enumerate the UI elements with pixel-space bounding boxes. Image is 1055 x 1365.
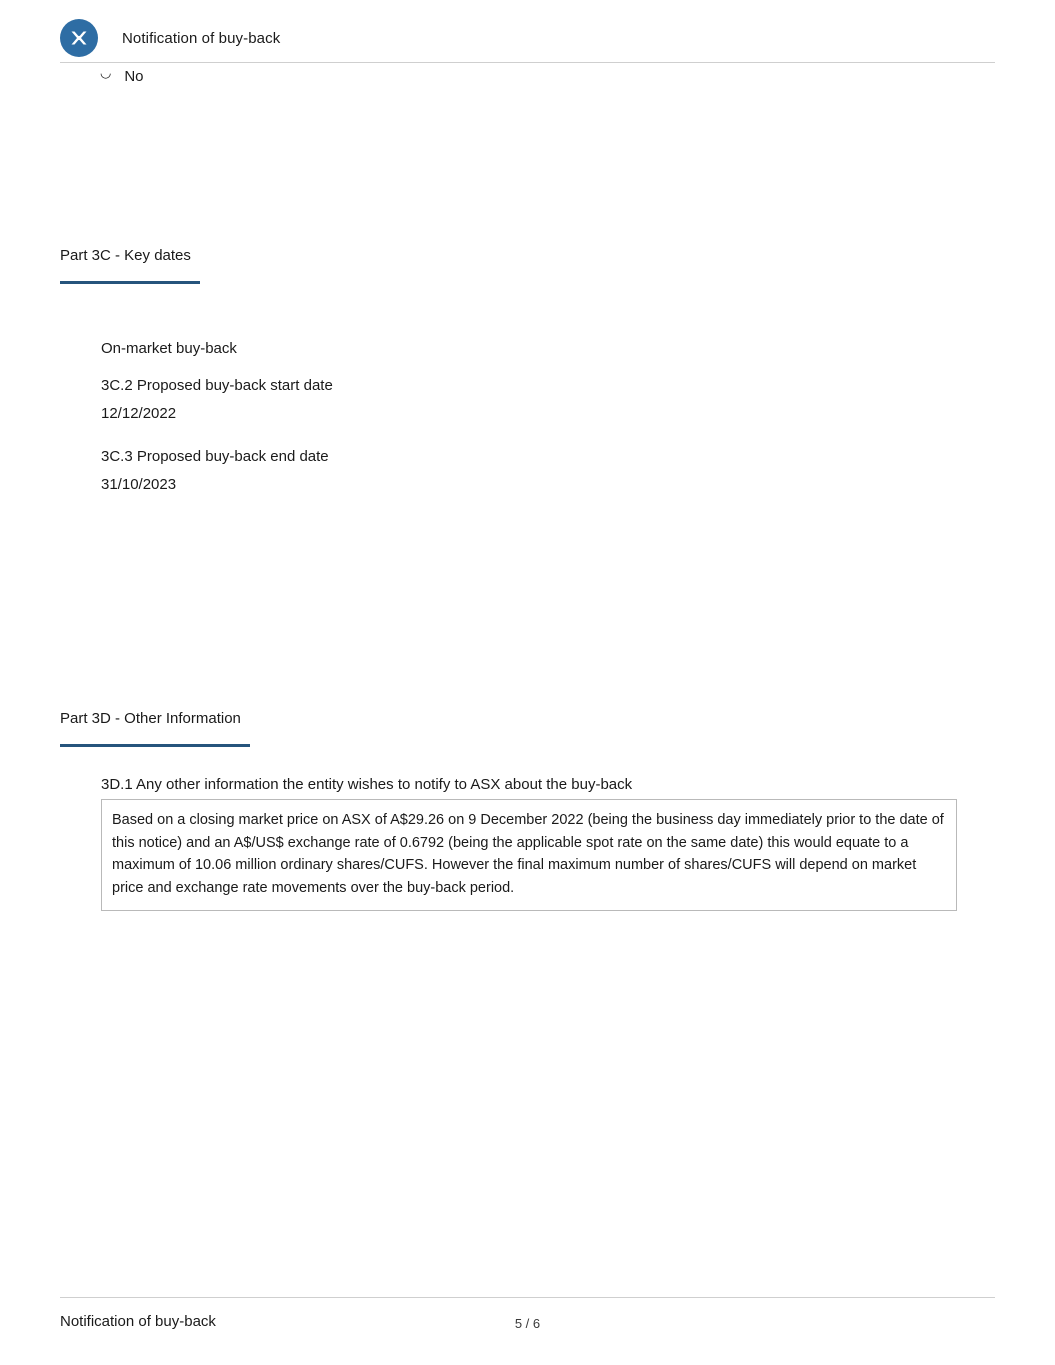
other-information-question-label: 3D.1 Any other information the entity wishes to notify to ASX about the buy-back bbox=[101, 776, 633, 793]
other-information-answer-box: Based on a closing market price on ASX of A$29.26 on 9 December 2022 (being the business day immediately prior to the date of this notice) and an A$/US$ exchange rate of 0.6792 (being the applicable spot rate on the same date) this would equate to a maximum of 10.06 million ordinary shares/CUFS. However the final maximum number of shares/CUFS will depend on market price and exchange rate movements over the buy-back period. bbox=[101, 799, 957, 911]
page-header bbox=[60, 14, 995, 63]
part-3d-heading: Part 3D - Other Information bbox=[60, 710, 241, 727]
footer-document-title: Notification of buy-back bbox=[60, 1313, 216, 1330]
asx-logo-icon bbox=[60, 19, 98, 57]
footer-divider bbox=[60, 1297, 995, 1298]
end-date-label: 3C.3 Proposed buy-back end date bbox=[101, 448, 329, 465]
footer-page-indicator: 5 / 6 bbox=[514, 1316, 541, 1331]
start-date-label: 3C.2 Proposed buy-back start date bbox=[101, 377, 333, 394]
part-3c-heading: Part 3C - Key dates bbox=[60, 247, 191, 264]
previous-answer-row bbox=[100, 65, 144, 85]
previous-answer-label: No bbox=[124, 68, 144, 85]
end-date-value: 31/10/2023 bbox=[101, 476, 177, 493]
radio-selected-icon: ◡ bbox=[100, 65, 112, 80]
header-title: Notification of buy-back bbox=[122, 29, 281, 47]
start-date-value: 12/12/2022 bbox=[101, 405, 177, 422]
buyback-type-label: On-market buy-back bbox=[101, 340, 237, 357]
part-3d-underline bbox=[60, 744, 250, 747]
part-3c-underline bbox=[60, 281, 200, 284]
